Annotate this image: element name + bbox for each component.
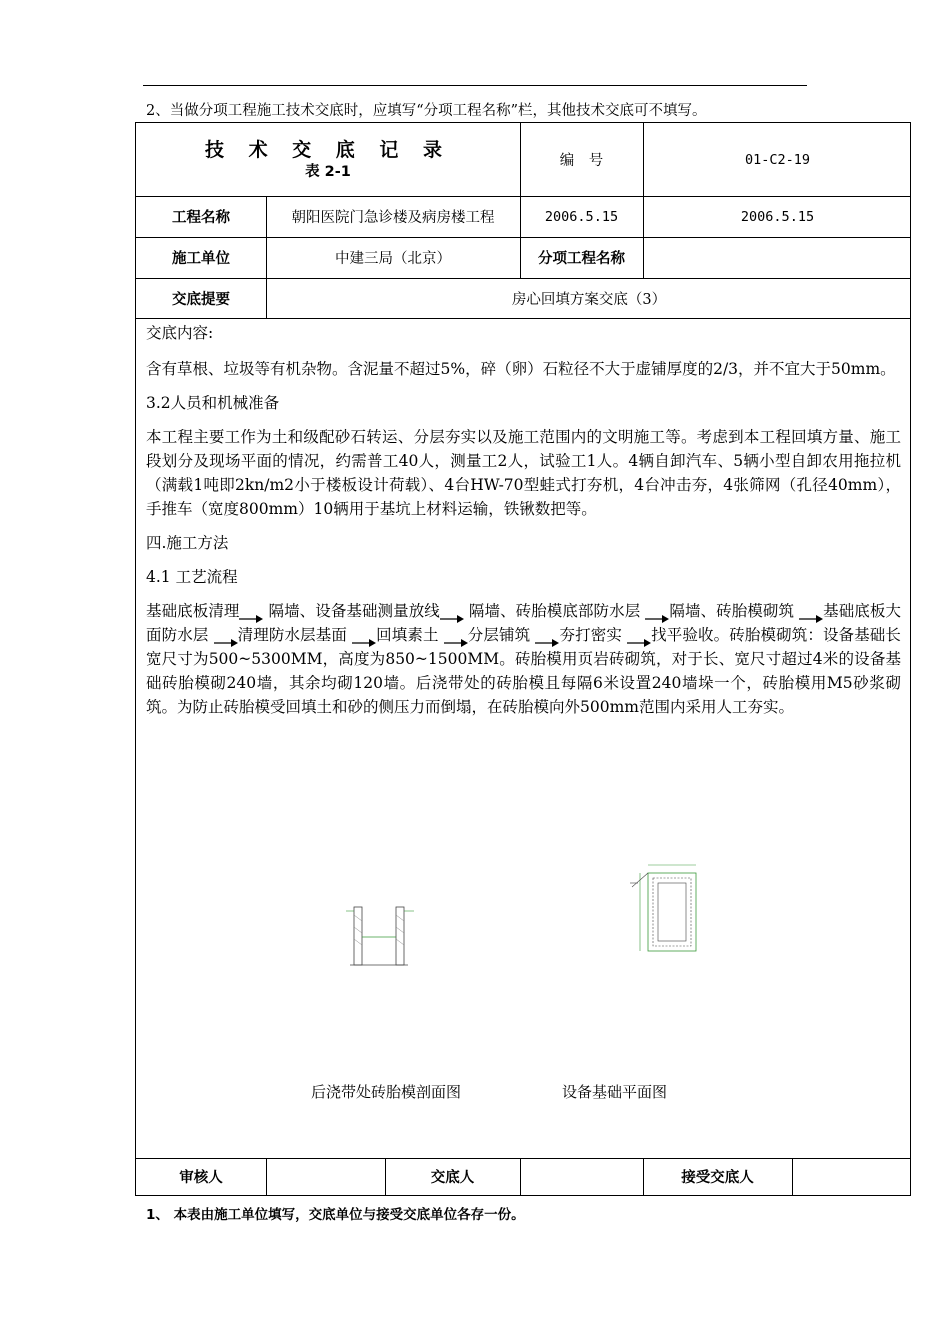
arrow-right-icon [535,631,559,641]
discloser-label: 交底人 [430,1170,475,1186]
arrow-right-icon [214,631,238,641]
flow-step: 基础底板清理 [146,602,240,620]
discloser-signature-field[interactable] [520,1158,643,1195]
construction-unit-value: 中建三局（北京） [335,251,451,267]
receiver-label: 接受交底人 [681,1170,754,1186]
disclosure-record-form [135,122,911,1196]
flow-step: 找平验收 [651,626,714,644]
arrow-right-icon [627,631,651,641]
section-drawing-post-pour-strip [344,901,434,973]
form-title: 技 术 交 底 记 录 [204,138,452,161]
arrow-right-icon [444,631,468,641]
form-title-block [136,123,520,196]
arrow-right-icon [799,607,823,617]
section-4-1-heading: 4.1 工艺流程 [146,568,238,586]
flow-step: 清理防水层基面 [237,626,347,644]
note-bottom: 1、 本表由施工单位填写，交底单位与接受交底单位各存一份。 [146,1207,525,1223]
caption-section-drawing: 后浇带处砖胎模剖面图 [311,1083,462,1101]
date-field-2: 2006.5.15 [740,208,815,225]
note-top: 2、当做分项工程施工技术交底时，应填写“分项工程名称”栏，其他技术交底可不填写。 [146,103,707,119]
arrow-right-icon [352,631,376,641]
flow-step: 隔墙、砖胎模砌筑 [669,602,795,620]
subitem-name-label: 分项工程名称 [538,251,625,267]
section-3-2-heading: 3.2人员和机械准备 [146,394,280,412]
summary-value: 房心回填方案交底（3） [511,291,667,308]
caption-plan-drawing: 设备基础平面图 [562,1083,668,1101]
content-heading: 交底内容: [146,324,214,342]
flow-step: 隔墙、砖胎模底部防水层 [468,602,641,620]
receiver-signature-field[interactable] [792,1158,912,1195]
plan-drawing-equipment-foundation [620,859,716,959]
material-paragraph: 含有草根、垃圾等有机杂物。含泥量不超过5%，碎（卵）石粒径不大于虚铺厚度的2/3，并不宜大于50mm。 [146,360,896,378]
form-number: 表 2-1 [305,163,351,180]
subitem-name-value [643,237,912,278]
project-name-label: 工程名称 [172,210,230,226]
flow-step: 分层铺筑 [467,626,531,644]
process-flow-paragraph [146,599,901,719]
arrow-right-icon [239,607,263,617]
section-4-heading: 四.施工方法 [146,534,229,552]
flow-step: 隔墙、设备基础测量放线 [268,602,440,620]
reviewer-signature-field[interactable] [266,1158,385,1195]
arrow-right-icon [645,607,669,617]
flow-step: 基础底板大面防水层 [146,602,901,644]
personnel-paragraph: 本工程主要工作为土和级配砂石转运、分层夯实以及施工范围内的文明施工等。考虑到本工程回填方量、施工段划分及现场平面的情况，约需普工40人，测量工2人，试验工1人。4辆自卸汽车、5辆小型自卸农用拖拉机（满载1吨即2kn/m2小于楼板设计荷载）、4台HW-70型蛙式打夯机，4台冲击夯，4张筛网（孔径40mm），手推车（宽度800mm）10辆用于基坑上材料运输，铁锹数把等。 [146,428,901,518]
arrow-right-icon [440,607,464,617]
summary-label: 交底提要 [172,291,230,308]
brick-mold-paragraph: 。砖胎模砌筑：设备基础长宽尺寸为500~5300MM，高度为850~1500MM。砖胎模用页岩砖砌筑，对于长、宽尺寸超过4米的设备基础砖胎模砌240墙，其余均砌120墙。后浇带处的砖胎模且每隔6米设置240墙垛一个，砖胎模用M5砂浆砌筑。为防止砖胎模受回填土和砂的侧压力而倒塌，在砖胎模向外500mm范围内采用人工夯实。 [146,626,901,716]
date-field-1: 2006.5.15 [544,208,619,225]
flow-step: 回填素土 [376,626,439,644]
flow-step: 夯打密实 [559,626,622,644]
reviewer-label: 审核人 [179,1170,223,1186]
number-value: 01-C2-19 [744,151,811,168]
disclosure-content [146,319,901,719]
top-rule [143,85,807,86]
number-label: 编 号 [559,153,604,169]
construction-unit-label: 施工单位 [172,251,230,267]
project-name-value: 朝阳医院门急诊楼及病房楼工程 [291,210,495,226]
